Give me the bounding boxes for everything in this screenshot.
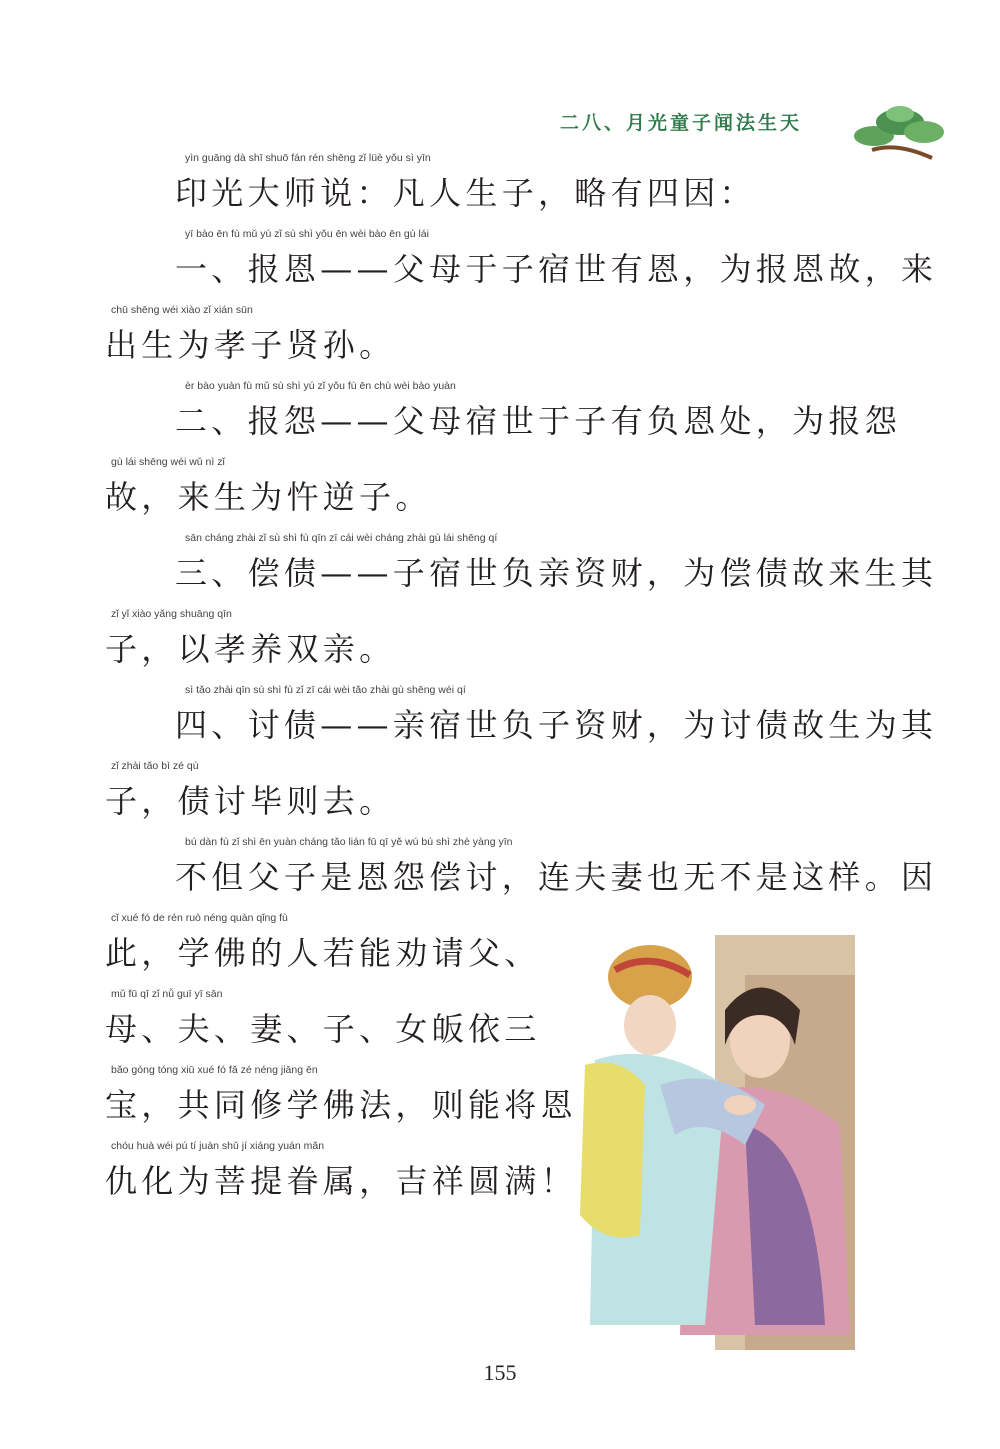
text-line [105,682,938,758]
pinyin-annotation: yī bào ēn fù mǔ yú zǐ sù shì yǒu ēn wèi bào ēn gù lái [185,228,429,240]
pinyin-annotation: chū shēng wéi xiào zǐ xián sūn [111,304,253,316]
hanzi-text: 仇化为菩提眷属，吉祥圆满！ [105,1162,577,1200]
pinyin-annotation: mǔ fū qī zǐ nǚ guī yī sān [111,988,223,1000]
pinyin-annotation: zǐ zhài tǎo bì zé qù [111,760,199,772]
pinyin-annotation: bú dàn fù zǐ shì ēn yuàn cháng tǎo lián fū qī yě wú bú shì zhè yàng yīn [185,836,513,848]
hanzi-text: 此，学佛的人若能劝请父、 [105,934,541,972]
hanzi-text: 三、偿债——子宿世负亲资财，为偿债故来生其 [175,554,938,592]
text-line [105,454,905,530]
hanzi-text: 四、讨债——亲宿世负子资财，为讨债故生为其 [175,706,938,744]
text-line [105,606,905,682]
hanzi-text: 子，以孝养双亲。 [105,630,396,668]
hanzi-text: 印光大师说：凡人生子，略有四因： [175,174,756,212]
hanzi-text: 故，来生为忤逆子。 [105,478,432,516]
hanzi-text: 出生为孝子贤孙。 [105,326,396,364]
pinyin-annotation: gù lái shēng wéi wǔ nì zǐ [111,456,225,468]
text-line [105,834,938,910]
pinyin-annotation: èr bào yuàn fù mǔ sù shì yú zǐ yǒu fù ēn chù wèi bào yuàn [185,380,456,392]
text-line [105,378,905,454]
chapter-title: 二八、月光童子闻法生天 [560,112,803,134]
text-line [105,758,905,834]
page-number: 155 [483,1360,517,1385]
text-line [105,302,905,378]
text-line [105,226,938,302]
pinyin-annotation: bǎo gòng tóng xiū xué fó fǎ zé néng jiāng ēn [111,1064,318,1076]
hanzi-text: 子，债讨毕则去。 [105,782,396,820]
hanzi-text: 一、报恩——父母于子宿世有恩，为报恩故，来 [175,250,938,288]
hanzi-text: 二、报怨——父母宿世于子有负恩处，为报怨 [175,402,902,440]
pinyin-annotation: sì tǎo zhài qīn sù shì fù zǐ zī cái wèi tǎo zhài gù shēng wéi qí [185,684,466,696]
pinyin-annotation: sān cháng zhài zǐ sù shì fù qīn zī cái wèi cháng zhài gù lái shēng qí [185,532,498,544]
pinyin-annotation: chóu huà wéi pú tí juàn shǔ jí xiáng yuán mǎn [111,1140,325,1152]
pinyin-annotation: zǐ yǐ xiào yǎng shuāng qīn [111,608,232,620]
pinyin-annotation: yìn guāng dà shī shuō fán rén shēng zǐ lüè yǒu sì yīn [185,152,431,164]
illustration-mother-and-son [565,915,855,1350]
hanzi-text: 母、夫、妻、子、女皈依三 [105,1010,541,1048]
text-line [105,150,905,226]
pinyin-annotation: cǐ xué fó de rén ruò néng quàn qǐng fù [111,912,288,924]
hanzi-text: 宝，共同修学佛法，则能将恩 [105,1086,577,1124]
hanzi-text: 不但父子是恩怨偿讨，连夫妻也无不是这样。因 [175,858,938,896]
text-line [105,530,938,606]
